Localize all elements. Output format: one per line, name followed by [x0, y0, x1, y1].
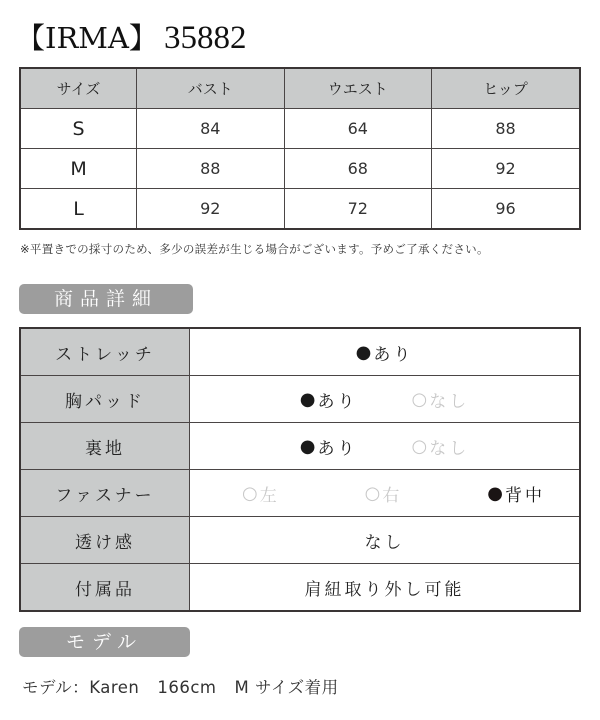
- model-size-worn: M サイズ着用: [234, 678, 339, 697]
- model-heading: モデル: [19, 627, 190, 657]
- empty-circle-icon: ○: [411, 388, 428, 410]
- option-selected: [300, 434, 358, 459]
- option-selected: [300, 387, 358, 412]
- column-header-hip: ヒップ: [432, 68, 580, 109]
- filled-circle-icon: ●: [355, 341, 372, 363]
- size-chart-table: [19, 67, 581, 230]
- detail-row-zipper: [20, 470, 580, 517]
- detail-row-lining: [20, 423, 580, 470]
- column-header-bust: バスト: [137, 68, 284, 109]
- option-label: 背中: [505, 485, 545, 506]
- empty-circle-icon: ○: [364, 482, 381, 504]
- measurement-note: ※平置きでの採寸のため、多少の誤差が生じる場合がございます。予めご了承ください。: [20, 242, 489, 256]
- option-unselected: [412, 387, 470, 412]
- option-label: なし: [429, 391, 470, 412]
- bust-cell: 92: [137, 189, 284, 230]
- hip-cell: 88: [432, 109, 580, 149]
- size-cell: S: [20, 109, 137, 149]
- hip-cell: 96: [432, 189, 580, 230]
- size-cell: M: [20, 149, 137, 189]
- model-name: Karen: [89, 678, 140, 697]
- option-selected: [487, 481, 545, 506]
- detail-row-accessories: [20, 564, 580, 612]
- detail-label: ファスナー: [20, 470, 190, 517]
- waist-cell: 72: [284, 189, 431, 230]
- table-row: [20, 109, 580, 149]
- option-label: 左: [259, 485, 280, 506]
- option-label: 右: [382, 485, 403, 506]
- detail-row-stretch: [20, 328, 580, 376]
- filled-circle-icon: ●: [299, 388, 316, 410]
- bust-cell: 88: [137, 149, 284, 189]
- product-code: 35882: [163, 20, 247, 56]
- empty-circle-icon: ○: [242, 482, 258, 504]
- option-label: あり: [317, 391, 358, 412]
- detail-label: ストレッチ: [20, 328, 190, 376]
- detail-label: 付属品: [20, 564, 190, 612]
- waist-cell: 64: [284, 109, 431, 149]
- model-height: 166cm: [157, 678, 217, 697]
- option-unselected: [412, 434, 470, 459]
- option-unselected: [365, 481, 403, 506]
- model-info: [22, 674, 339, 698]
- table-row: [20, 189, 580, 230]
- option-selected: [356, 340, 414, 365]
- page-title: [16, 18, 246, 58]
- detail-row-chest-pad: [20, 376, 580, 423]
- model-prefix: モデル：: [22, 678, 90, 697]
- empty-circle-icon: ○: [411, 435, 428, 457]
- size-cell: L: [20, 189, 137, 230]
- option-label: あり: [317, 438, 358, 459]
- detail-value: 肩紐取り外し可能: [190, 564, 581, 612]
- detail-label: 胸パッド: [20, 376, 190, 423]
- product-details-table: [19, 327, 581, 612]
- detail-row-sheerness: [20, 517, 580, 564]
- detail-label: 透け感: [20, 517, 190, 564]
- column-header-size: サイズ: [20, 68, 137, 109]
- detail-value: なし: [190, 517, 581, 564]
- table-row: [20, 149, 580, 189]
- option-unselected: [242, 481, 280, 506]
- brand-name: 【IRMA】: [16, 21, 158, 55]
- waist-cell: 68: [284, 149, 431, 189]
- product-details-heading: 商品詳細: [19, 284, 193, 314]
- filled-circle-icon: ●: [487, 482, 503, 504]
- option-label: あり: [373, 344, 414, 365]
- detail-label: 裏地: [20, 423, 190, 470]
- bust-cell: 84: [137, 109, 284, 149]
- size-chart-header-row: [20, 68, 580, 109]
- filled-circle-icon: ●: [299, 435, 316, 457]
- option-label: なし: [429, 438, 470, 459]
- hip-cell: 92: [432, 149, 580, 189]
- column-header-waist: ウエスト: [284, 68, 431, 109]
